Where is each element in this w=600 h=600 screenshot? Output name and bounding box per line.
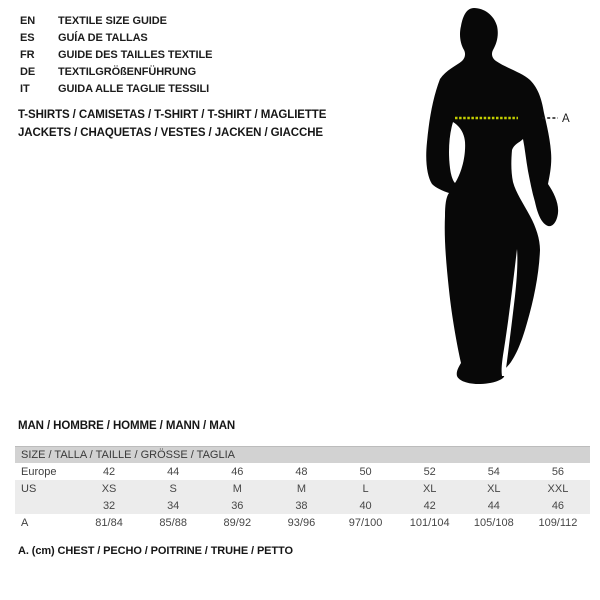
table-cell: 52 — [423, 465, 436, 478]
language-code: DE — [20, 66, 36, 78]
table-cell: 44 — [167, 465, 180, 478]
table-row-europe — [15, 463, 590, 480]
table-cell: 93/96 — [287, 516, 316, 529]
language-label: GUIDE DES TAILLES TEXTILE — [58, 49, 213, 61]
table-cell: 46 — [231, 465, 244, 478]
table-cell: 85/88 — [159, 516, 187, 529]
table-row-us-numbers — [15, 497, 590, 514]
language-code: IT — [20, 83, 30, 95]
table-cell: 105/108 — [473, 516, 514, 529]
table-cell: 54 — [487, 465, 500, 478]
table-cell: L — [362, 482, 369, 495]
language-label: TEXTILE SIZE GUIDE — [58, 15, 167, 27]
table-row-us-letters — [15, 480, 590, 497]
table-cell: 42 — [423, 499, 436, 512]
table-cell: 50 — [359, 465, 372, 478]
table-cell: 97/100 — [348, 516, 383, 529]
table-cell: 46 — [551, 499, 565, 512]
row-label: Europe — [21, 465, 57, 478]
size-table — [15, 446, 590, 531]
table-cell: XL — [422, 482, 437, 495]
language-code: EN — [20, 15, 36, 27]
table-cell: 34 — [167, 499, 180, 512]
man-silhouette — [426, 8, 558, 384]
table-cell: 109/112 — [538, 516, 578, 529]
language-code: ES — [20, 32, 35, 44]
measurement-footnote: A. (cm) CHEST / PECHO / POITRINE / TRUHE / PETTO — [18, 545, 293, 557]
language-label: GUÍA DE TALLAS — [58, 32, 148, 44]
language-code: FR — [20, 49, 35, 61]
table-cell: XL — [487, 482, 501, 495]
table-cell: 40 — [359, 499, 372, 512]
table-cell: 89/92 — [223, 516, 252, 529]
table-cell: 81/84 — [95, 516, 123, 529]
size-table-header: SIZE / TALLA / TAILLE / GRÖSSE / TAGLIA — [15, 446, 590, 463]
row-label: US — [21, 482, 37, 495]
language-label: TEXTILGRÖßENFÜHRUNG — [58, 66, 197, 78]
table-cell: M — [232, 482, 242, 495]
table-row-chest-cm — [15, 514, 590, 531]
table-cell: 36 — [231, 499, 244, 512]
table-cell: 32 — [102, 499, 116, 512]
category-line-tshirts: T-SHIRTS / CAMISETAS / T-SHIRT / T-SHIRT / MAGLIETTE — [18, 109, 327, 121]
table-cell: 44 — [487, 499, 500, 512]
table-cell: M — [296, 482, 307, 495]
table-cell: 101/104 — [409, 516, 450, 529]
table-cell: S — [169, 482, 177, 495]
table-cell: 42 — [102, 465, 116, 478]
measure-label-a: A — [562, 113, 570, 125]
table-cell: XXL — [547, 482, 569, 495]
table-cell: 56 — [551, 465, 565, 478]
language-label: GUIDA ALLE TAGLIE TESSILI — [58, 83, 210, 95]
row-label: A — [21, 516, 29, 529]
table-cell: 38 — [295, 499, 308, 512]
table-cell: 48 — [295, 465, 308, 478]
table-cell: XS — [101, 482, 117, 495]
category-line-jackets: JACKETS / CHAQUETAS / VESTES / JACKEN / GIACCHE — [18, 127, 323, 139]
section-title-man: MAN / HOMBRE / HOMME / MANN / MAN — [18, 420, 236, 432]
